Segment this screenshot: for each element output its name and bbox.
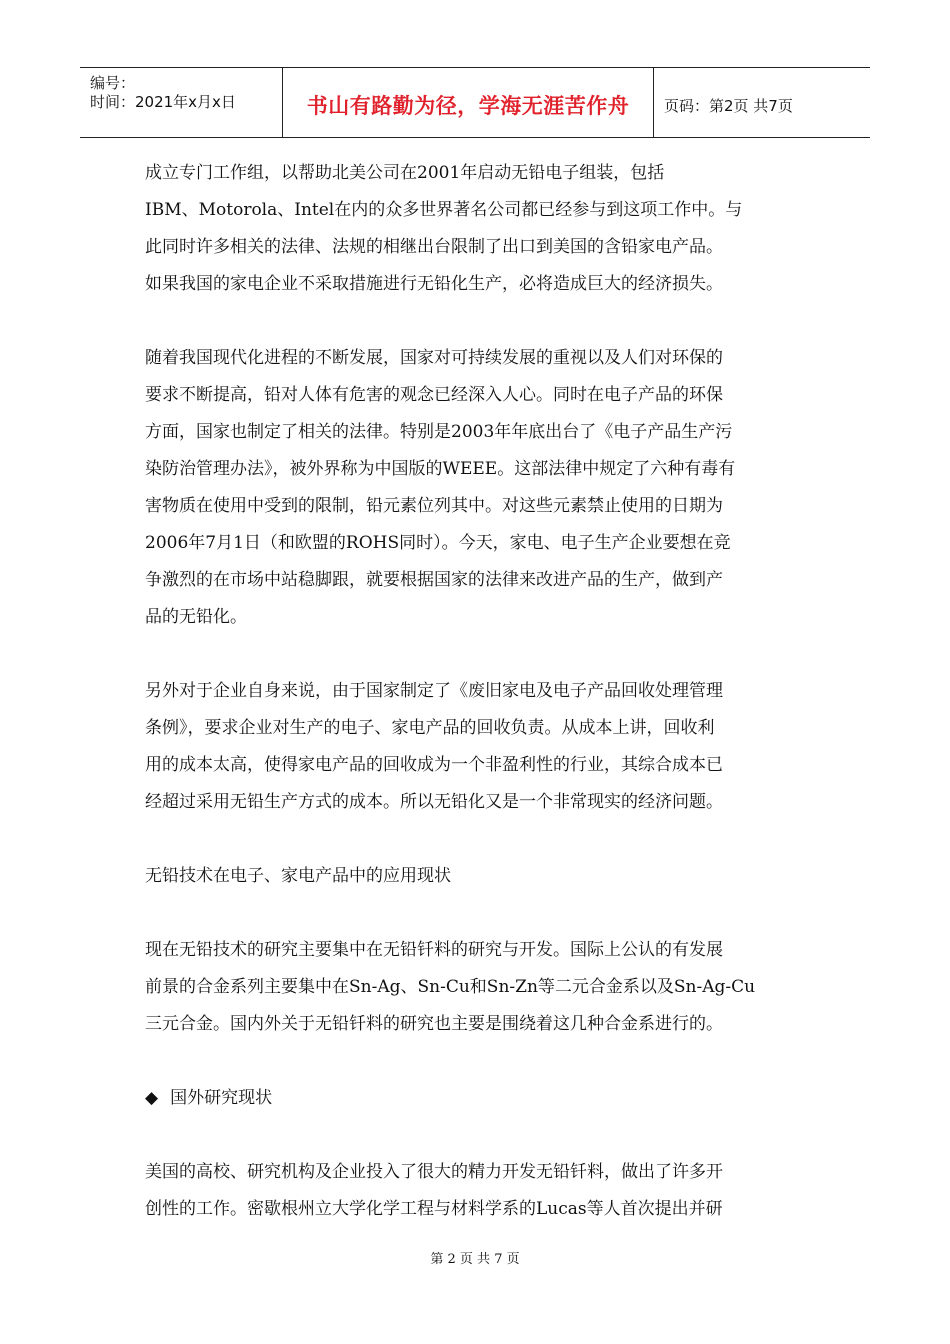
paragraph-gap xyxy=(145,636,805,673)
text-line xyxy=(145,266,805,303)
text-line-content: 2006年7月1日（和欧盟的ROHS同时）。今天，家电、电子生产企业要想在竞 xyxy=(145,533,731,553)
text-line-content: 此同时许多相关的法律、法规的相继出台限制了出口到美国的含铅家电产品。 xyxy=(145,237,723,257)
text-line xyxy=(145,1006,805,1043)
page-header xyxy=(80,67,870,138)
text-line xyxy=(145,229,805,266)
text-line xyxy=(145,1191,805,1228)
paragraph-gap xyxy=(145,821,805,858)
paragraph xyxy=(145,1154,805,1228)
text-line-content: 成立专门工作组，以帮助北美公司在2001年启动无铅电子组装，包括 xyxy=(145,163,665,183)
paragraph xyxy=(145,155,805,303)
text-line-content: IBM、Motorola、Intel在内的众多世界著名公司都已经参与到这项工作中。与 xyxy=(145,200,743,220)
diamond-bullet-icon: ◆ xyxy=(145,1088,159,1108)
text-line xyxy=(145,599,805,636)
text-line-content: 用的成本太高，使得家电产品的回收成为一个非盈利性的行业，其综合成本已 xyxy=(145,755,723,775)
header-motto-cell xyxy=(283,68,654,137)
paragraph-gap xyxy=(145,303,805,340)
text-line-content: 如果我国的家电企业不采取措施进行无铅化生产，必将造成巨大的经济损失。 xyxy=(145,274,723,294)
text-line xyxy=(145,969,805,1006)
text-line-content: 创性的工作。密歇根州立大学化学工程与材料学系的Lucas等人首次提出并研 xyxy=(145,1199,723,1219)
document-number-label: 编号： xyxy=(90,74,136,92)
document-body xyxy=(145,155,805,1228)
text-line-content: 方面，国家也制定了相关的法律。特别是2003年年底出台了《电子产品生产污 xyxy=(145,422,733,442)
header-info-cell xyxy=(80,68,283,137)
bullet-heading xyxy=(145,1080,805,1117)
text-line-content: 三元合金。国内外关于无铅钎料的研究也主要是围绕着这几种合金系进行的。 xyxy=(145,1014,723,1034)
text-line xyxy=(145,784,805,821)
text-line-content: 争激烈的在市场中站稳脚跟，就要根据国家的法律来改进产品的生产，做到产 xyxy=(145,570,723,590)
text-line-content: 品的无铅化。 xyxy=(145,607,247,627)
text-line xyxy=(145,377,805,414)
text-line-content: 无铅技术在电子、家电产品中的应用现状 xyxy=(145,866,451,886)
text-line-content: 前景的合金系列主要集中在Sn-Ag、Sn-Cu和Sn-Zn等二元合金系以及Sn-Ag-Cu xyxy=(145,977,756,997)
text-line xyxy=(145,525,805,562)
paragraph xyxy=(145,932,805,1043)
text-line xyxy=(145,562,805,599)
text-line-content: 要求不断提高，铅对人体有危害的观念已经深入人心。同时在电子产品的环保 xyxy=(145,385,723,405)
text-line-content: 随着我国现代化进程的不断发展，国家对可持续发展的重视以及人们对环保的 xyxy=(145,348,723,368)
text-line xyxy=(145,1154,805,1191)
text-line xyxy=(145,673,805,710)
text-line xyxy=(145,932,805,969)
header-page-code: 页码：第2页 共7页 xyxy=(664,97,793,115)
text-line xyxy=(145,710,805,747)
document-date-label: 时间：2021年x月x日 xyxy=(90,93,236,111)
paragraph xyxy=(145,340,805,636)
paragraph-gap xyxy=(145,895,805,932)
text-line-content: 国外研究现状 xyxy=(170,1088,273,1108)
text-line xyxy=(145,1080,805,1117)
paragraph-gap xyxy=(145,1117,805,1154)
text-line xyxy=(145,340,805,377)
text-line-content: 现在无铅技术的研究主要集中在无铅钎料的研究与开发。国际上公认的有发展 xyxy=(145,940,723,960)
text-line-content: 染防治管理办法》，被外界称为中国版的WEEE。这部法律中规定了六种有毒有 xyxy=(145,459,736,479)
text-line xyxy=(145,488,805,525)
text-line xyxy=(145,451,805,488)
paragraph-gap xyxy=(145,1043,805,1080)
text-line-content: 美国的高校、研究机构及企业投入了很大的精力开发无铅钎料，做出了许多开 xyxy=(145,1162,723,1182)
text-line xyxy=(145,858,805,895)
header-motto: 书山有路勤为径，学海无涯苦作舟 xyxy=(306,94,630,118)
paragraph xyxy=(145,673,805,821)
text-line-content: 害物质在使用中受到的限制，铅元素位列其中。对这些元素禁止使用的日期为 xyxy=(145,496,723,516)
text-line xyxy=(145,414,805,451)
text-line xyxy=(145,192,805,229)
text-line-content: 另外对于企业自身来说，由于国家制定了《废旧家电及电子产品回收处理管理 xyxy=(145,681,723,701)
text-line xyxy=(145,747,805,784)
page-footer: 第 2 页 共 7 页 xyxy=(430,1252,520,1267)
text-line-content: 条例》，要求企业对生产的电子、家电产品的回收负责。从成本上讲，回收利 xyxy=(145,718,715,738)
paragraph xyxy=(145,858,805,895)
text-line xyxy=(145,155,805,192)
text-line-content: 经超过采用无铅生产方式的成本。所以无铅化又是一个非常现实的经济问题。 xyxy=(145,792,723,812)
header-page-cell xyxy=(654,68,870,137)
